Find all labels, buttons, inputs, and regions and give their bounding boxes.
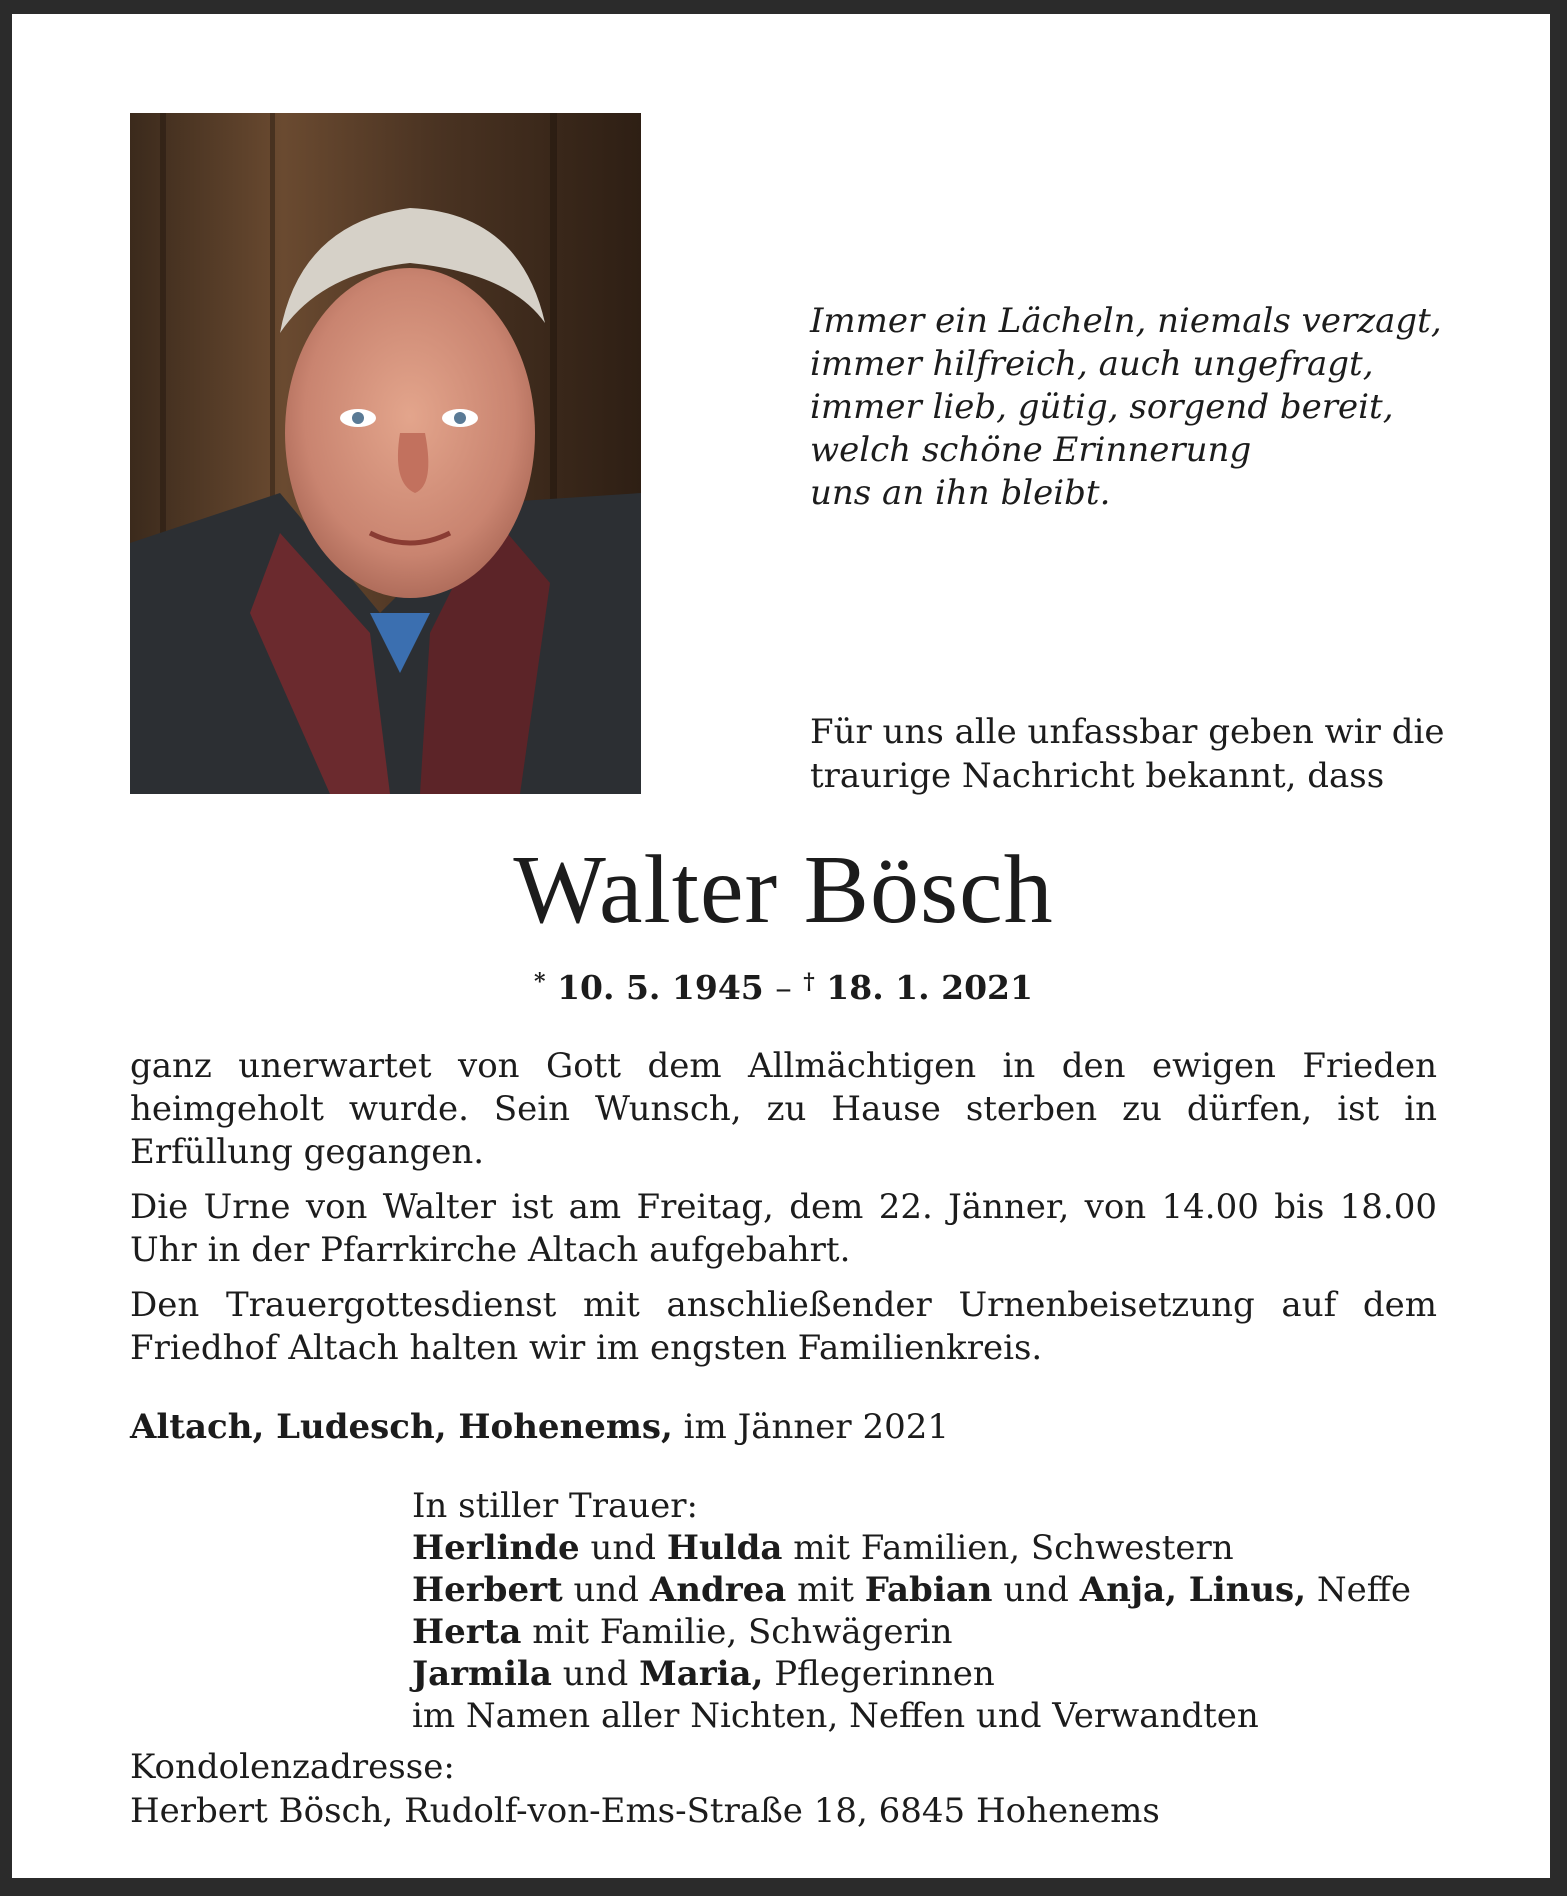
- body-paragraph: Den Trauergottesdienst mit anschließender Urnenbeisetzung auf dem Friedhof Altach halten wir im engsten Familienkreis.: [130, 1285, 1437, 1368]
- mourners-line: [412, 1527, 1411, 1569]
- poem-line: welch schöne Erinnerung: [810, 430, 1252, 470]
- mourner-name: Herbert: [412, 1570, 563, 1610]
- poem-line: immer lieb, gütig, sorgend bereit,: [810, 387, 1394, 427]
- birth-symbol: *: [534, 969, 546, 995]
- poem-line: Immer ein Lächeln, niemals verzagt,: [810, 301, 1442, 341]
- connector: und: [590, 1528, 657, 1568]
- announcement-line: traurige Nachricht bekannt, dass: [810, 756, 1385, 796]
- portrait-photo: [130, 113, 641, 794]
- deceased-name: Walter Bösch: [513, 836, 1054, 944]
- condolence-label: Kondolenzadresse:: [130, 1747, 455, 1787]
- birth-date: 10. 5. 1945: [557, 968, 764, 1007]
- connector: und: [573, 1570, 640, 1610]
- mourner-name: Maria,: [639, 1654, 764, 1694]
- mourners-line: im Namen aller Nichten, Neffen und Verwandten: [412, 1696, 1259, 1736]
- connector: und: [562, 1654, 629, 1694]
- mourners-line: [412, 1569, 1411, 1611]
- relation: mit Familien, Schwestern: [793, 1528, 1234, 1568]
- mourner-name: Herta: [412, 1612, 522, 1652]
- death-symbol: †: [803, 969, 815, 995]
- mourners-line: [412, 1611, 1411, 1653]
- announcement: [810, 710, 1444, 798]
- condolence-address-line: Herbert Bösch, Rudolf-von-Ems-Straße 18, 6845 Hohenems: [130, 1791, 1160, 1831]
- place-date-line: [130, 1405, 949, 1449]
- connector: und: [1003, 1570, 1069, 1610]
- body-paragraph: Die Urne von Walter ist am Freitag, dem 22. Jänner, von 14.00 bis 18.00 Uhr in der Pfarrkirche Altach aufgebahrt.: [130, 1187, 1437, 1270]
- connector: mit: [797, 1570, 854, 1610]
- towns: Altach, Ludesch, Hohenems,: [130, 1407, 673, 1447]
- date-separator: –: [775, 968, 792, 1007]
- relation: Neffe: [1316, 1570, 1412, 1610]
- mourner-name: Anja, Linus,: [1079, 1570, 1307, 1610]
- relation: Pflegerinnen: [774, 1654, 995, 1694]
- poem-line: immer hilfreich, auch ungefragt,: [810, 344, 1374, 384]
- relation: mit Familie, Schwägerin: [532, 1612, 953, 1652]
- mourner-name: Herlinde: [412, 1528, 580, 1568]
- poem-line: uns an ihn bleibt.: [810, 473, 1111, 513]
- obituary-body: [130, 1045, 1437, 1382]
- condolence-address: [130, 1745, 1160, 1833]
- mourners-line: [412, 1653, 1411, 1695]
- mourner-name: Hulda: [666, 1528, 783, 1568]
- life-dates: [0, 960, 1567, 1010]
- mourner-name: Fabian: [864, 1570, 993, 1610]
- body-paragraph: ganz unerwartet von Gott dem Allmächtigen in den ewigen Frieden heimgeholt wurde. Sein Wunsch, zu Hause sterben zu dürfen, ist in Erfüllung gegangen.: [130, 1046, 1437, 1172]
- mourner-name: Andrea: [649, 1570, 787, 1610]
- poem: [810, 300, 1442, 515]
- issue-date: im Jänner 2021: [683, 1407, 949, 1447]
- mourner-name: Jarmila: [412, 1654, 552, 1694]
- announcement-line: Für uns alle unfassbar geben wir die: [810, 712, 1445, 752]
- mourners: [412, 1485, 1411, 1737]
- mourners-intro: In stiller Trauer:: [412, 1486, 698, 1526]
- death-date: 18. 1. 2021: [826, 968, 1033, 1007]
